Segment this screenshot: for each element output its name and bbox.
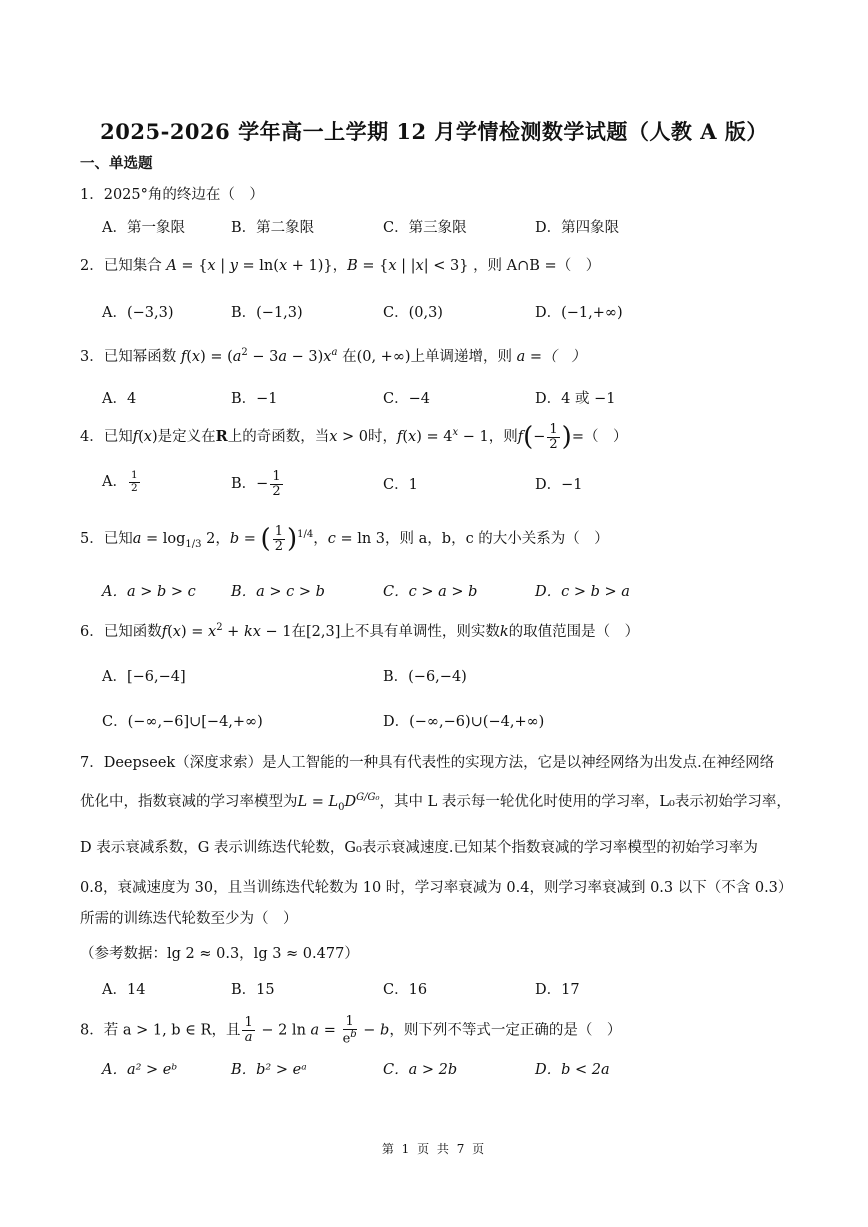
q5-option-a: A．a > b > c: [102, 584, 196, 600]
q3-function-formula: f: [180, 349, 187, 365]
q7-line-2-post: ，其中 L 表示每一轮优化时使用的学习率，L₀表示初始学习率，: [379, 794, 791, 810]
question-7-line-2: 优化中，指数衰减的学习率模型为$L = L_0D^{G/G_0}$，其中 L 表示每一轮优化时使用的学习率，L₀表示初始学习率，: [80, 792, 791, 813]
question-8-stem: 8．若 a > 1, b ∈ R，且 $\frac{1}{a}$ − 2 ln a = $\frac{1}{e^b}$ − b，则下列不等式一定正确的是（ ）: [80, 1014, 622, 1046]
q5-option-c: C．c > a > b: [383, 584, 478, 600]
q4-stem-post: ，则: [488, 429, 518, 445]
q7-option-a: A．14: [102, 982, 146, 998]
q5-option-b: B．a > c > b: [231, 584, 325, 600]
question-7-line-1: 7．Deepseek（深度求索）是人工智能的一种具有代表性的实现方法，它是以神经网络为出发点.在神经网络: [80, 755, 775, 771]
q5-option-d: D．c > b > a: [535, 584, 630, 600]
q2-set-a-formula: A: [166, 258, 177, 274]
question-6-stem: 6．已知函数$f(x) = x^2$ + kx − 1在[2,3]上不具有单调性，则实数k的取值范围是（ ）: [80, 622, 640, 640]
q7-line-2-pre: 优化中，指数衰减的学习率模型为: [80, 794, 298, 810]
question-3-stem: 3．已知幂函数 $f(x) = (a^2 - 3a - 3)x^a$ 在(0, +∞)上单调递增，则 a =（ ）: [80, 347, 586, 365]
q8-option-b: B．b² > eᵃ: [231, 1062, 307, 1078]
q4-option-b-fraction: $\frac{1}{2}$: [272, 469, 281, 499]
q5-fraction-half: $\frac{1}{2}$: [274, 523, 283, 554]
q3-stem-pre: 3．已知幂函数: [80, 349, 177, 365]
q2-option-a: A．(−3,3): [102, 305, 174, 321]
question-7-line-5: 所需的训练迭代轮数至少为（ ）: [80, 911, 298, 927]
q4-stem-tail: =（ ）: [571, 429, 628, 445]
question-2-stem: 2．已知集合 A = {x | y = ln(x + 1)}，B = {x | |x| < 3} ，则 A∩B =（ ）: [80, 258, 601, 274]
q4-option-a: [102, 470, 142, 494]
q3-stem-post: 上单调递增，则: [410, 349, 513, 365]
q1-option-d: D．第四象限: [535, 220, 620, 236]
q4-option-d: D．−1: [535, 477, 583, 493]
q3-option-b: B．−1: [231, 391, 278, 407]
q4-stem-mid3: 时，: [367, 429, 397, 445]
q8-option-a: A．a² > eᵇ: [102, 1062, 178, 1078]
q3-option-a: A．4: [102, 391, 137, 407]
q7-learning-rate-formula: L: [297, 794, 308, 810]
q3-stem-tail: a =（ ）: [516, 349, 586, 365]
page-footer: 第 1 页 共 7 页: [381, 1142, 487, 1156]
q6-stem-post: 的取值范围是（ ）: [508, 624, 640, 640]
q6-option-b: B．(−6,−4): [383, 669, 467, 685]
q5-stem-post: ，则 a，b，c 的大小关系为（ ）: [385, 531, 609, 547]
question-7-line-3: D 表示衰减系数，G 表示训练迭代轮数，G₀表示衰减速度.已知某个指数衰减的学习率模型的初始学习率为: [80, 840, 758, 856]
q8-fraction-1-over-eb: $\frac{1}{e^b}$: [342, 1014, 357, 1046]
q7-option-d: D．17: [535, 982, 580, 998]
q2-option-d: D．(−1,+∞): [535, 305, 623, 321]
q2-stem-pre: 2．已知集合: [80, 258, 162, 274]
q2-stem-post: ，则 A∩B =（ ）: [473, 258, 601, 274]
q5-stem-pre: 5．已知: [80, 531, 133, 547]
question-7-line-4: 0.8，衰减速度为 30，且当训练迭代轮数为 10 时，学习率衰减为 0.4，则学习率衰减到 0.3 以下（不含 0.3）: [80, 880, 793, 896]
q4-stem-mid2: 上的奇函数，当: [227, 429, 330, 445]
q2-option-c: C．(0,3): [383, 305, 443, 321]
q8-fraction-1-over-a: $\frac{1}{a}$: [244, 1015, 253, 1045]
q8-option-d: D．b < 2a: [535, 1062, 610, 1078]
q4-option-b: B．− $\frac{1}{2}$: [231, 469, 281, 499]
q2-option-b: B．(−1,3): [231, 305, 303, 321]
q4-option-a-label: A．: [102, 474, 127, 490]
q8-stem-pre: 8．若 a > 1, b ∈ R，且: [80, 1022, 241, 1039]
question-1-stem: 1．2025°角的终边在（ ）: [80, 187, 264, 203]
q4-option-b-label: B．: [231, 476, 257, 493]
q8-option-c: C．a > 2b: [383, 1062, 458, 1078]
q3-option-d: D．4 或 −1: [535, 391, 616, 407]
section-heading: 一、单选题: [80, 155, 153, 172]
q6-stem-pre: 6．已知函数: [80, 624, 162, 640]
q7-option-c: C．16: [383, 982, 428, 998]
q6-option-d: D．(−∞,−6)∪(−4,+∞): [383, 714, 545, 730]
question-4-stem: 4．已知f(x)是定义在R上的奇函数，当x > 0时，$f(x) = 4^x - 1$，则f(− $\frac{1}{2}$ )=（ ）: [80, 421, 628, 452]
q8-stem-post: ，则下列不等式一定正确的是（ ）: [389, 1022, 622, 1039]
q7-option-b: B．15: [231, 982, 275, 998]
q4-stem-pre: 4．已知: [80, 429, 133, 445]
q1-option-c: C．第三象限: [383, 220, 467, 236]
q4-stem-mid: 是定义在: [157, 429, 216, 445]
q6-option-c: C．(−∞,−6]∪[−4,+∞): [102, 714, 263, 730]
question-7-reference-data: （参考数据：lg 2 ≈ 0.3，lg 3 ≈ 0.477）: [80, 946, 359, 962]
q4-real-set-r: R: [215, 428, 228, 445]
q4-option-c: C．1: [383, 477, 418, 493]
q4-option-a-fraction: $\frac{1}{2}$: [130, 469, 138, 494]
q1-option-b: B．第二象限: [231, 220, 315, 236]
question-5-stem: 5．已知$a = \log_{1/3} 2$，b = ( $\frac{1}{2}$ )$^{1/4}$，c = ln 3，则 a，b，c 的大小关系为（ ）: [80, 523, 609, 554]
q6-stem-mid: 在[2,3]上不具有单调性，则实数: [291, 624, 500, 640]
q3-stem-mid: 在: [342, 349, 357, 365]
q1-option-a: A．第一象限: [102, 220, 185, 236]
q6-option-a: A．[−6,−4]: [102, 669, 186, 685]
q3-option-c: C．−4: [383, 391, 430, 407]
page-title: 2025-2026 学年高一上学期 12 月学情检测数学试题（人教 A 版）: [100, 119, 768, 144]
q4-fraction-half: $\frac{1}{2}$: [549, 421, 558, 452]
